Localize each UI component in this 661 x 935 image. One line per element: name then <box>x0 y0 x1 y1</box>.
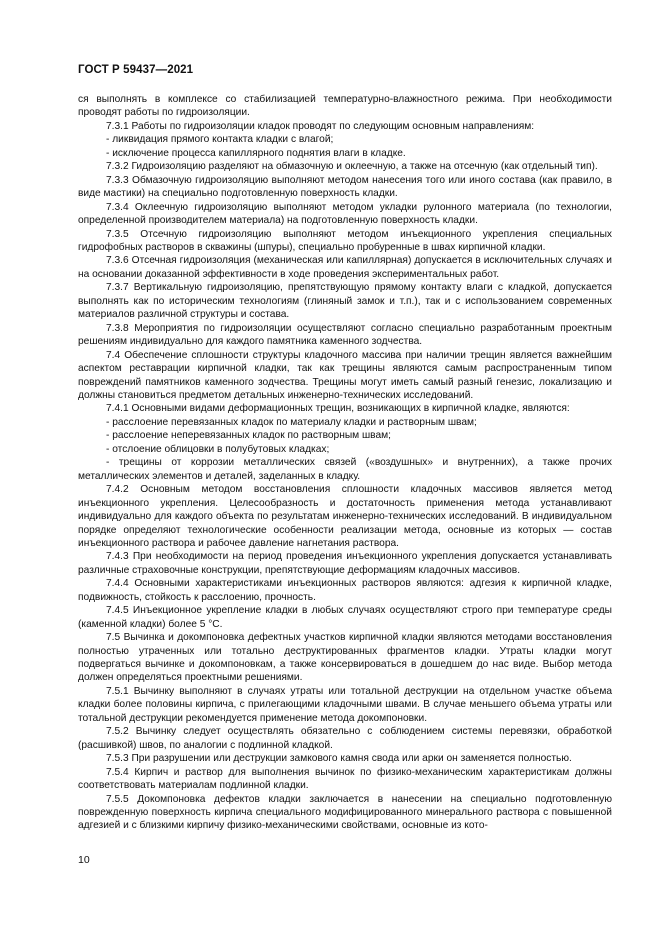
paragraph: 7.3.8 Мероприятия по гидроизоляции осуществляют согласно специально разработанным проектным решениям индивидуально для каждого памятника каменного зодчества. <box>78 322 612 348</box>
list-item: - расслоение неперевязанных кладок по растворным швам; <box>106 430 391 442</box>
paragraph: 7.4.5 Инъекционное укрепление кладки в любых случаях осуществляют строго при температуре среды (каменной кладки) более 5 °С. <box>78 605 612 630</box>
list-item: - расслоение перевязанных кладок по материалу кладки и растворным швам; <box>106 416 477 428</box>
paragraph: 7.3.7 Вертикальную гидроизоляцию, препятствующую прямому контакту влаги с кладкой, допускается выполнять как по историческим технологиям (глиняный замок и т.п.), так и с использованием современных материалов различной структуры и состава. <box>78 282 612 321</box>
paragraph: 7.3.2 Гидроизоляцию разделяют на обмазочную и оклеечную, а также на отсечную (как отдельный тип). <box>106 161 598 173</box>
paragraph: 7.4.3 При необходимости на период проведения инъекционного укрепления допускается устанавливать различные страховочные конструкции, препятствующие деформациям кладочных массивов. <box>78 551 612 576</box>
page-number: 10 <box>78 854 90 866</box>
list-item: - ликвидация прямого контакта кладки с влагой; <box>106 134 334 146</box>
paragraph: 7.5.2 Вычинку следует осуществлять обязательно с соблюдением системы перевязки, обработкой (расшивкой) швов, по аналогии с подлинной кладкой. <box>78 726 612 751</box>
paragraph: 7.3.6 Отсечная гидроизоляция (механическая или капиллярная) допускается в исключительных случаях и на основании доказанной эффективности в ходе проведения экспериментальных работ. <box>78 255 612 280</box>
paragraph: 7.5.3 При разрушении или деструкции замкового камня свода или арки он заменяется полностью. <box>106 753 572 765</box>
paragraph: 7.5.4 Кирпич и раствор для выполнения вычинок по физико-механическим характеристикам должны соответствовать материалам подлинной кладки. <box>78 766 612 792</box>
paragraph: 7.4 Обеспечение сплошности структуры кладочного массива при наличии трещин является важнейшим аспектом реставрации кирпичной кладки, так как трещины являются самым распространенным типом повреждений памятников каменного зодчества. Трещины могут иметь самый разный генезис, локализацию и должны становиться предметом детальных инженерно-технических исследований. <box>78 349 612 401</box>
list-item: - исключение процесса капиллярного поднятия влаги в кладке. <box>106 147 406 159</box>
list-item: - трещины от коррозии металлических связей («воздушных» и внутренних), а также прочих металлических элементов и деталей, заделанных в кладку. <box>78 457 612 482</box>
paragraph: 7.3.1 Работы по гидроизоляции кладок проводят по следующим основным направлениям: <box>106 120 535 132</box>
list-item: - отслоение облицовки в полубутовых кладках; <box>106 443 330 455</box>
paragraph: 7.5.1 Вычинку выполняют в случаях утраты или тотальной деструкции на отдельном участке объема кладки более половины кирпича, с прилегающими кладочными швами. В случае меньшего объема утраты или тотальной деструкции рекомендуется применение метода докомпоновки. <box>78 685 612 724</box>
paragraph: 7.3.4 Оклеечную гидроизоляцию выполняют методом укладки рулонного материала (по технологии, определенной производителем материала) на подготовленную поверхность кладки. <box>78 201 612 227</box>
standard-designation: ГОСТ Р 59437—2021 <box>78 64 194 76</box>
paragraph: 7.5 Вычинка и докомпоновка дефектных участков кирпичной кладки являются методами восстановления полностью утраченных или тотально деструктированных фрагментов кладки. Утраты кладки могут подвергаться вычинке и докомпоновкам, а также консервироваться в дошедшем до нас виде. Выбор метода должен определяться проектными решениями. <box>78 632 612 684</box>
paragraph: 7.4.1 Основными видами деформационных трещин, возникающих в кирпичной кладке, являются: <box>106 403 570 415</box>
paragraph: 7.5.5 Докомпоновка дефектов кладки заключается в нанесении на специально подготовленную поврежденную поверхность кирпича специального модифицированного минерального раствора с повышенной адгезией и с близкими кирпичу физико-механическими свойствами, основные из кото- <box>78 793 612 832</box>
paragraph: ся выполнять в комплексе со стабилизацией температурно-влажностного режима. При необходимости проводят работы по гидроизоляции. <box>78 94 612 119</box>
paragraph: 7.4.4 Основными характеристиками инъекционных растворов являются: адгезия к кирпичной кладке, подвижность, стойкость к расслоению, прочность. <box>78 578 612 603</box>
body-text <box>78 93 612 833</box>
paragraph: 7.3.3 Обмазочную гидроизоляцию выполняют методом нанесения того или иного состава (как правило, в виде мастики) на специально подготовленную поверхность кладки. <box>78 174 612 200</box>
paragraph: 7.3.5 Отсечную гидроизоляцию выполняют методом инъекционного укрепления специальных гидрофобных растворов в скважины (шпуры), специально пробуренные в швах кирпичной кладки. <box>78 228 612 253</box>
paragraph: 7.4.2 Основным методом восстановления сплошности кладочных массивов является метод инъекционного укрепления. Целесообразность и достаточность применения метода устанавливают индивидуально для каждого объекта по результатам инженерно-технических исследований. В индивидуальном порядке определяют технологические особенности реализации метода, основные из которых — состав инъекционного раствора и рабочее давление нагнетания раствора. <box>78 484 612 549</box>
